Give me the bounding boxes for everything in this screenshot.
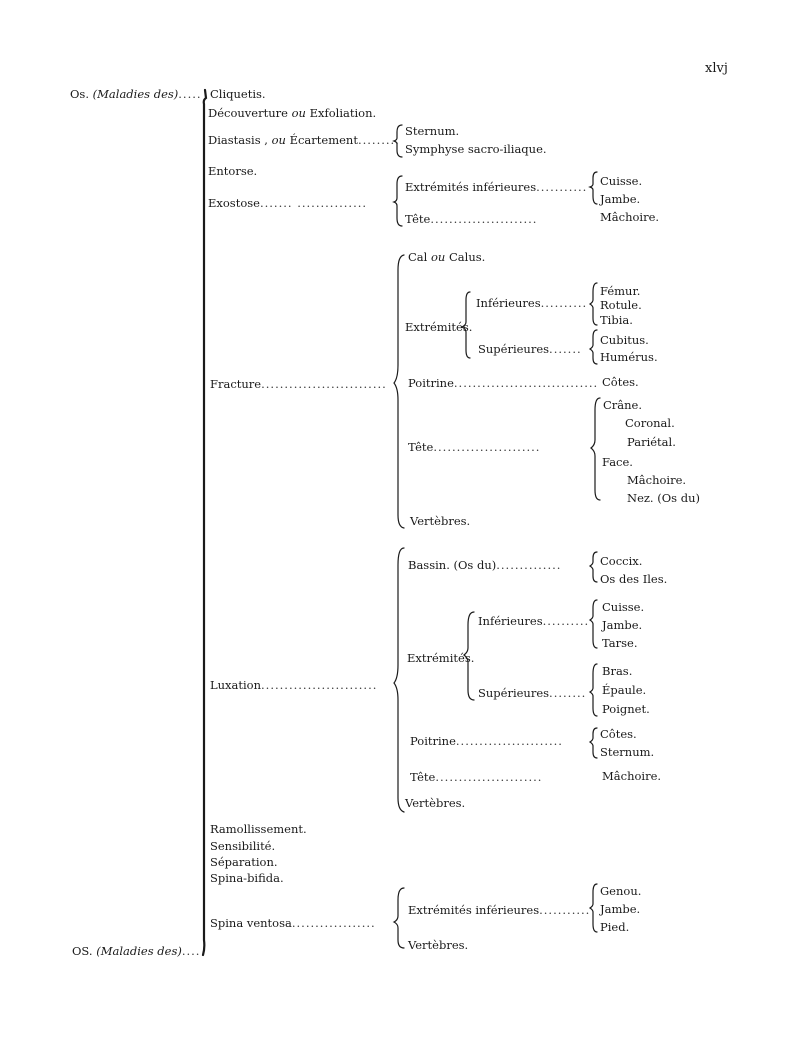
entry-parietal: Pariétal. [627,435,676,449]
luxation-brace [394,548,404,812]
entry-cal [408,250,485,264]
root-bottom-dots: .... [181,944,201,958]
leader-dots: ............................... [453,376,599,390]
luxation-poitrine-brace [590,728,597,758]
entry-machoire-luxation: Mâchoire. [602,769,662,783]
decouverture-label: Découverture [208,106,288,120]
leader-dots: ......................... [261,678,378,692]
entry-sternum-luxation: Sternum. [600,745,655,759]
leader-dots: .................. [291,916,376,930]
entry-spina-ventosa [210,916,376,930]
entry-humerus: Humérus. [600,350,658,364]
fracture-brace [394,255,404,528]
root-name: Os. [70,87,89,101]
exfoliation-label: Exfoliation. [309,106,377,120]
leader-dots: ........ [549,686,587,700]
inferieures-label: Inférieures [476,296,541,310]
entry-spina-bifida: Spina-bifida. [210,871,284,885]
entry-cliquetis: Cliquetis. [210,87,266,101]
entry-cuisse-luxation: Cuisse. [602,600,645,614]
tete-label: Tête [405,212,431,226]
entry-epaule: Épaule. [602,683,647,697]
extremites-inferieures-label: Extrémités inférieures [408,903,540,917]
entry-femur: Fémur. [600,284,641,298]
spina-ventosa-brace [394,888,404,948]
root-bottom-label [72,944,200,958]
diastasis-label: Diastasis , [208,133,268,147]
entry-inferieures-luxation [478,614,589,628]
calus-label: Calus. [449,250,486,264]
entry-diastasis [208,133,400,147]
poitrine-label: Poitrine [408,376,454,390]
root-qualifier: (Maladies des) [92,87,179,101]
spina-ventosa-label: Spina ventosa [210,916,292,930]
entry-ramollissement: Ramollissement. [210,822,307,836]
leader-dots: ....... [549,342,582,356]
entry-coccix: Coccix. [600,554,643,568]
root-label [70,87,202,101]
entry-superieures [478,342,582,356]
tete-brace [591,398,600,500]
entry-jambe-luxation: Jambe. [602,618,643,632]
ou-word: ou [271,133,286,147]
superieures-label: Supérieures [478,686,550,700]
poitrine-label: Poitrine [410,734,456,748]
leader-dots: ........... [536,180,588,194]
cal-label: Cal [408,250,428,264]
root-bottom-qualifier: (Maladies des) [96,944,182,958]
leader-dots: .......... [542,614,590,628]
fracture-label: Fracture [210,377,262,391]
entry-inferieures [476,296,587,310]
entry-luxation [210,678,377,692]
entry-cubitus: Cubitus. [600,333,649,347]
superieures-brace [590,330,597,364]
leader-dots: ....................... [455,734,563,748]
entry-tete-fracture [408,440,540,454]
entry-poitrine [408,376,598,390]
bassin-brace [590,552,597,582]
entry-machoire: Mâchoire. [600,210,660,224]
entry-nez: Nez. (Os du) [627,491,700,505]
ecartement-label: Écartement [289,133,358,147]
luxation-label: Luxation [210,678,262,692]
entry-cuisse: Cuisse. [600,174,643,188]
entry-jambe-spina: Jambe. [600,902,641,916]
entry-bras: Bras. [602,664,633,678]
entry-bassin [408,558,561,572]
leader-dots: ....................... [435,770,543,784]
entry-fracture [210,377,387,391]
entry-cotes-luxation: Côtes. [600,727,637,741]
luxation-superieures-brace [590,664,597,716]
tete-label: Tête [408,440,434,454]
entry-tibia: Tibia. [600,313,633,327]
root-dots: ..... [178,87,202,101]
entry-sternum: Sternum. [405,124,460,138]
entry-poignet: Poignet. [602,702,650,716]
entry-decouverture [208,106,376,120]
entry-vertebres-luxation: Vertèbres. [405,796,466,810]
page-number: xlvj [705,61,728,76]
leader-dots: .............. [496,558,562,572]
entry-tete [405,212,537,226]
leader-dots: ....... ............... [259,196,368,210]
luxation-inferieures-brace [590,600,597,648]
leader-dots: ........................... [261,377,387,391]
entry-extremites: Extrémités. [405,320,473,334]
entry-sensibilite: Sensibilité. [210,839,276,853]
entry-jambe: Jambe. [600,192,641,206]
main-bracket [203,90,206,955]
tete-label: Tête [410,770,436,784]
entry-superieures-luxation [478,686,586,700]
entry-tete-luxation [410,770,542,784]
root-bottom-name: OS. [72,944,93,958]
entry-vertebres-spina: Vertèbres. [408,938,469,952]
exostose-sub-brace [590,172,597,204]
extremites-inferieures-label: Extrémités inférieures [405,180,537,194]
leader-dots: .......... [540,296,588,310]
superieures-label: Supérieures [478,342,550,356]
entry-poitrine-luxation [410,734,563,748]
entry-machoire-fracture: Mâchoire. [627,473,687,487]
leader-dots: ....................... [433,440,541,454]
entry-rotule: Rotule. [600,298,642,312]
entry-face: Face. [602,455,633,469]
inferieures-brace [590,283,597,325]
spina-sub-brace [590,884,597,932]
entry-extremites-inferieures-spina [408,903,590,917]
exostose-label: Exostose [208,196,260,210]
entry-entorse: Entorse. [208,164,258,178]
leader-dots: ........... [539,903,591,917]
entry-symphyse: Symphyse sacro-iliaque. [405,142,547,156]
entry-extremites-inferieures [405,180,587,194]
entry-extremites-luxation: Extrémités. [407,651,475,665]
ou-word: ou [431,250,446,264]
entry-crane: Crâne. [603,398,643,412]
bassin-label: Bassin. (Os du) [408,558,497,572]
ou-word: ou [291,106,306,120]
inferieures-label: Inférieures [478,614,543,628]
exostose-brace [394,176,402,226]
entry-tarse: Tarse. [602,636,638,650]
entry-os-des-iles: Os des Iles. [600,572,668,586]
entry-separation: Séparation. [210,855,278,869]
entry-vertebres-fracture: Vertèbres. [410,514,471,528]
entry-exostose [208,196,367,210]
leader-dots: ....................... [430,212,538,226]
entry-coronal: Coronal. [625,416,675,430]
leader-dots: ......... [357,133,400,147]
entry-cotes: Côtes. [602,375,639,389]
entry-genou: Genou. [600,884,642,898]
entry-pied: Pied. [600,920,630,934]
